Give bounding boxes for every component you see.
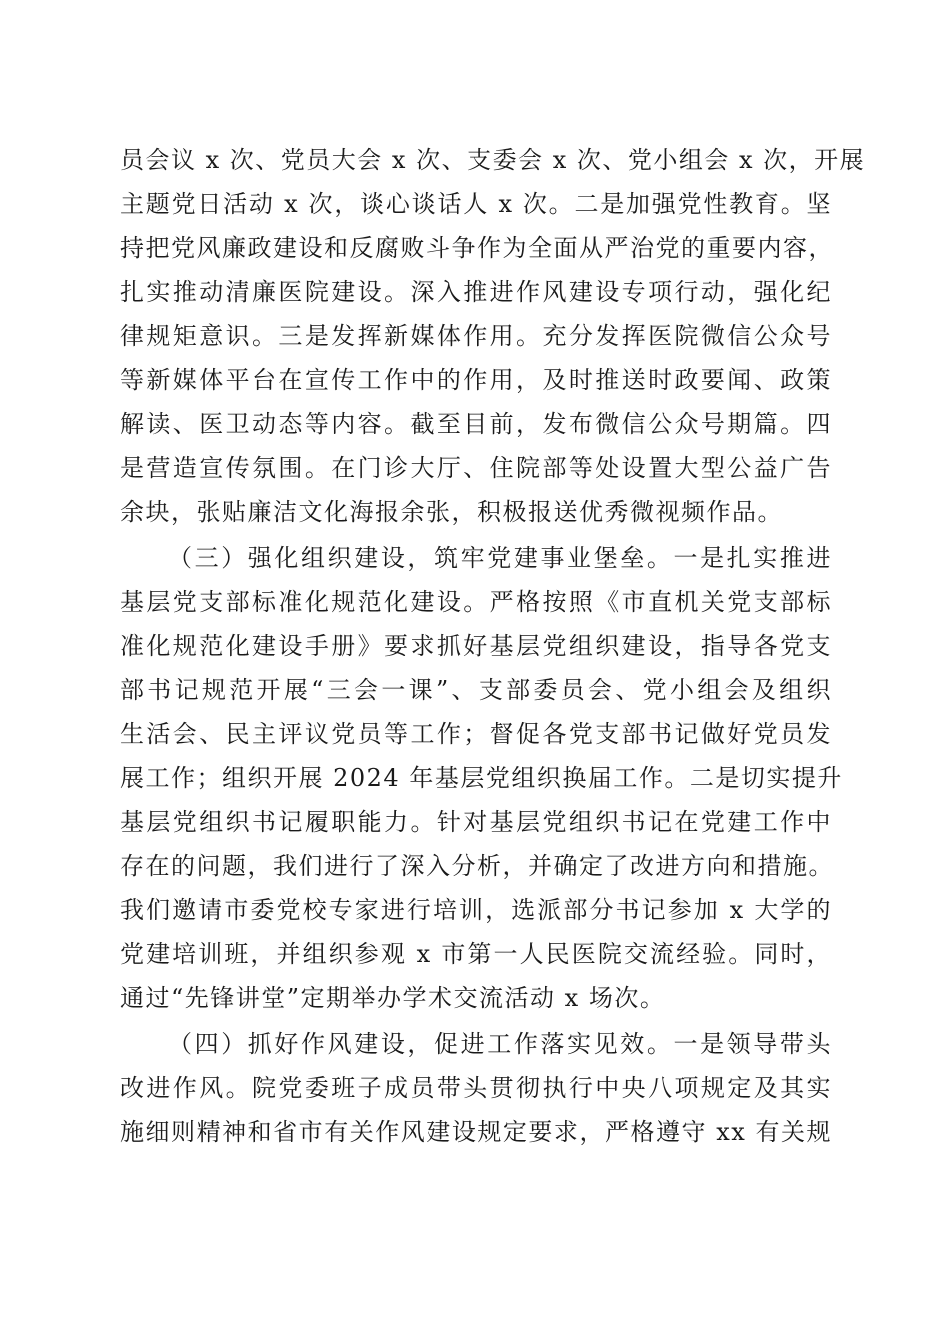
text-line: 是营造宣传氛围。在门诊大厅、住院部等处设置大型公益广告 <box>120 454 832 482</box>
text-line: 持把党风廉政建设和反腐败斗争作为全面从严治党的重要内容， <box>120 234 834 262</box>
text-line: 存在的问题，我们进行了深入分析，并确定了改进方向和措施。 <box>120 852 834 880</box>
text-line: 基层党支部标准化规范化建设。严格按照《市直机关党支部标 <box>120 588 832 616</box>
text-line: 扎实推动清廉医院建设。深入推进作风建设专项行动，强化纪 <box>120 278 832 306</box>
text-line: 主题党日活动 x 次，谈心谈话人 x 次。二是加强党性教育。坚 <box>120 190 832 218</box>
text-line: 解读、医卫动态等内容。截至目前，发布微信公众号期篇。四 <box>120 410 832 438</box>
text-line: 基层党组织书记履职能力。针对基层党组织书记在党建工作中 <box>120 808 832 836</box>
text-line: 改进作风。院党委班子成员带头贯彻执行中央八项规定及其实 <box>120 1074 832 1102</box>
text-line: 党建培训班，并组织参观 x 市第一人民医院交流经验。同时， <box>120 940 832 968</box>
text-line: 等新媒体平台在宣传工作中的作用，及时推送时政要闻、政策 <box>120 366 832 394</box>
text-line: 生活会、民主评议党员等工作；督促各党支部书记做好党员发 <box>120 720 832 748</box>
section-3-heading-line: （三）强化组织建设，筑牢党建事业堡垒。一是扎实推进 <box>168 544 832 572</box>
text-line: 我们邀请市委党校专家进行培训，选派部分书记参加 x 大学的 <box>120 896 832 924</box>
text-line: 展工作；组织开展 2024 年基层党组织换届工作。二是切实提升 <box>120 764 843 792</box>
text-line: 律规矩意识。三是发挥新媒体作用。充分发挥医院微信公众号 <box>120 322 832 350</box>
text-line: 通过“先锋讲堂”定期举办学术交流活动 x 场次。 <box>120 984 666 1012</box>
section-4-heading-line: （四）抓好作风建设，促进工作落实见效。一是领导带头 <box>168 1030 832 1058</box>
text-line: 余块，张贴廉洁文化海报余张，积极报送优秀微视频作品。 <box>120 498 783 526</box>
text-line: 部书记规范开展“三会一课”、支部委员会、党小组会及组织 <box>120 676 832 704</box>
text-line: 准化规范化建设手册》要求抓好基层党组织建设，指导各党支 <box>120 632 832 660</box>
text-line: 员会议 x 次、党员大会 x 次、支委会 x 次、党小组会 x 次，开展 <box>120 146 866 174</box>
text-line: 施细则精神和省市有关作风建设规定要求，严格遵守 xx 有关规 <box>120 1118 832 1146</box>
